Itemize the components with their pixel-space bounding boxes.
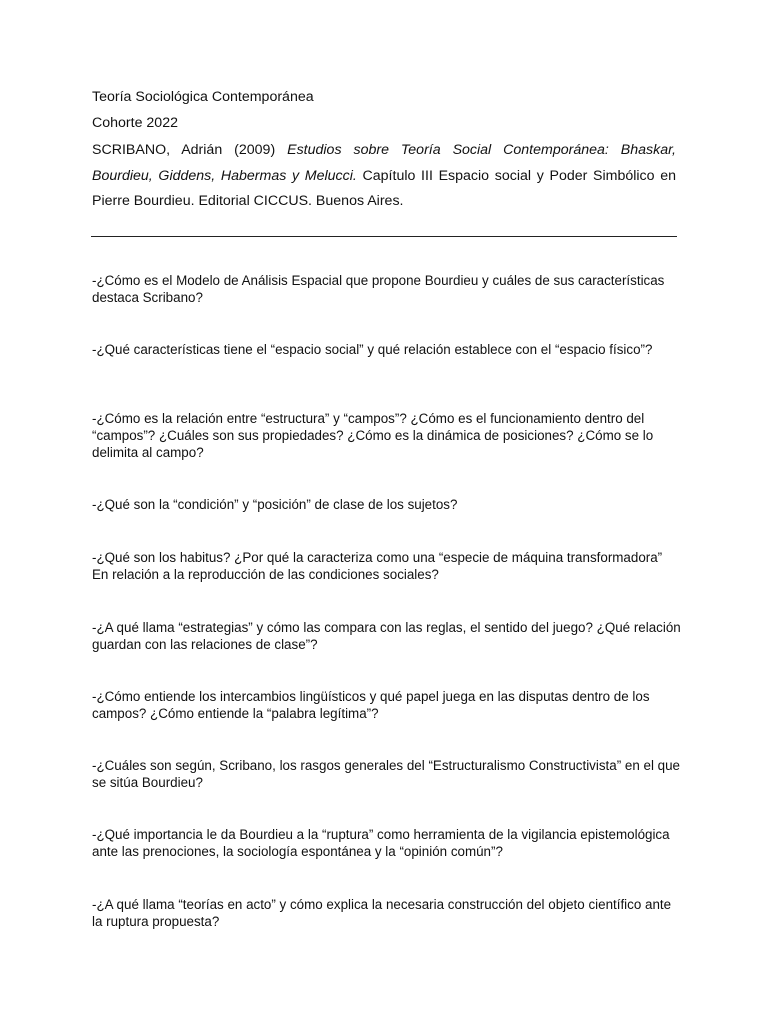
document-header [92,86,676,215]
question-item-10: -¿A qué llama “teorías en acto” y cómo explica la necesaria construcción del objeto científico ante la ruptura propuesta? [92,897,672,929]
course-title: Teoría Sociológica Contemporánea [92,89,314,105]
reference-book-title: Estudios sobre Teoría Social Contemporánea: Bhaskar, Bourdieu, Giddens, Habermas y Melucci. [92,142,676,184]
question-item-2: -¿Qué características tiene el “espacio social” y qué relación establece con el “espacio físico”? [92,342,653,357]
question-item-7: -¿Cómo entiende los intercambios lingüísticos y qué papel juega en las disputas dentro de los campos? ¿Cómo entiende la “palabra legítima”? [92,689,650,721]
question-item-4: -¿Qué son la “condición” y “posición” de clase de los sujetos? [92,497,458,512]
cohort-label: Cohorte 2022 [92,115,178,131]
question-item-1: -¿Cómo es el Modelo de Análisis Espacial que propone Bourdieu y cuáles de sus características destaca Scribano? [92,273,665,305]
horizontal-rule [91,236,677,237]
question-item-5: -¿Qué son los habitus? ¿Por qué la caracteriza como una “especie de máquina transformadora” En relación a la reproducción de las condiciones sociales? [92,550,663,582]
question-item-3: -¿Cómo es la relación entre “estructura” y “campos”? ¿Cómo es el funcionamiento dentro del “campos”? ¿Cuáles son sus propiedades? ¿Cómo es la dinámica de posiciones? ¿Cómo se lo delimita al campo? [92,411,654,460]
question-item-8: -¿Cuáles son según, Scribano, los rasgos generales del “Estructuralismo Constructivista” en el que se sitúa Bourdieu? [92,758,680,790]
reference-author: SCRIBANO, Adrián (2009) [92,142,288,158]
question-item-6: -¿A qué llama “estrategias” y cómo las compara con las reglas, el sentido del juego? ¿Qué relación guardan con las relaciones de clase”? [92,620,681,652]
question-item-9: -¿Qué importancia le da Bourdieu a la “ruptura” como herramienta de la vigilancia epistemológica ante las prenociones, la sociología espontánea y la “opinión común”? [92,827,670,859]
reference-details: Capítulo III Espacio social y Poder Simbólico en Pierre Bourdieu. Editorial CICCUS. Buenos Aires. [92,167,676,209]
bibliographic-reference [92,138,676,215]
